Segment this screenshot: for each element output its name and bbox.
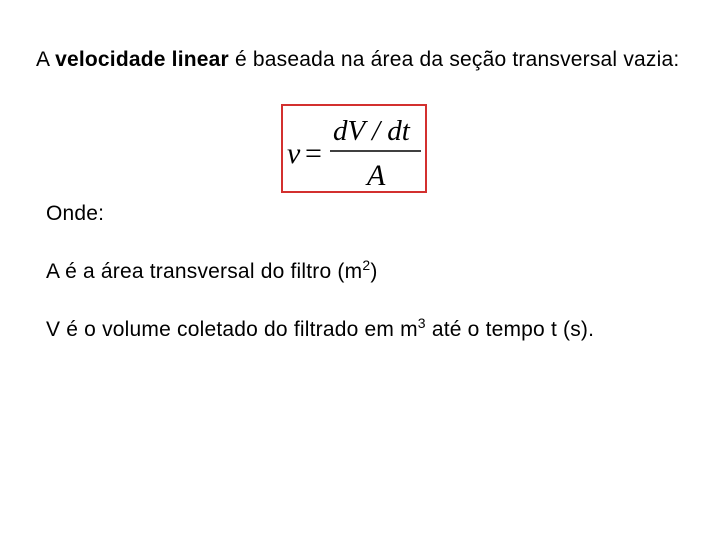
volume-definition-text: V é o volume coletado do filtrado em m [46,318,418,341]
formula-velocity-symbol: v [287,137,301,170]
intro-paragraph [36,44,706,76]
formula-box [281,104,427,193]
formula-numerator: dV / dt [333,115,410,147]
formula-equals-sign: = [305,137,322,170]
onde-label: Onde: [46,202,105,225]
volume-exponent: 3 [417,315,426,331]
intro-suffix: é baseada na área da seção transversal vazia: [228,48,680,71]
area-exponent: 2 [362,257,371,273]
intro-bold-term: velocidade linear [55,48,229,71]
area-definition [46,257,378,284]
intro-prefix: A [36,48,56,71]
area-close-paren: ) [370,260,378,283]
formula-denominator: A [367,159,386,191]
volume-definition [46,315,595,342]
area-definition-text: A é a área transversal do filtro (m [46,260,363,283]
formula-equation [283,106,425,191]
volume-definition-rest: até o tempo t (s). [425,318,595,341]
